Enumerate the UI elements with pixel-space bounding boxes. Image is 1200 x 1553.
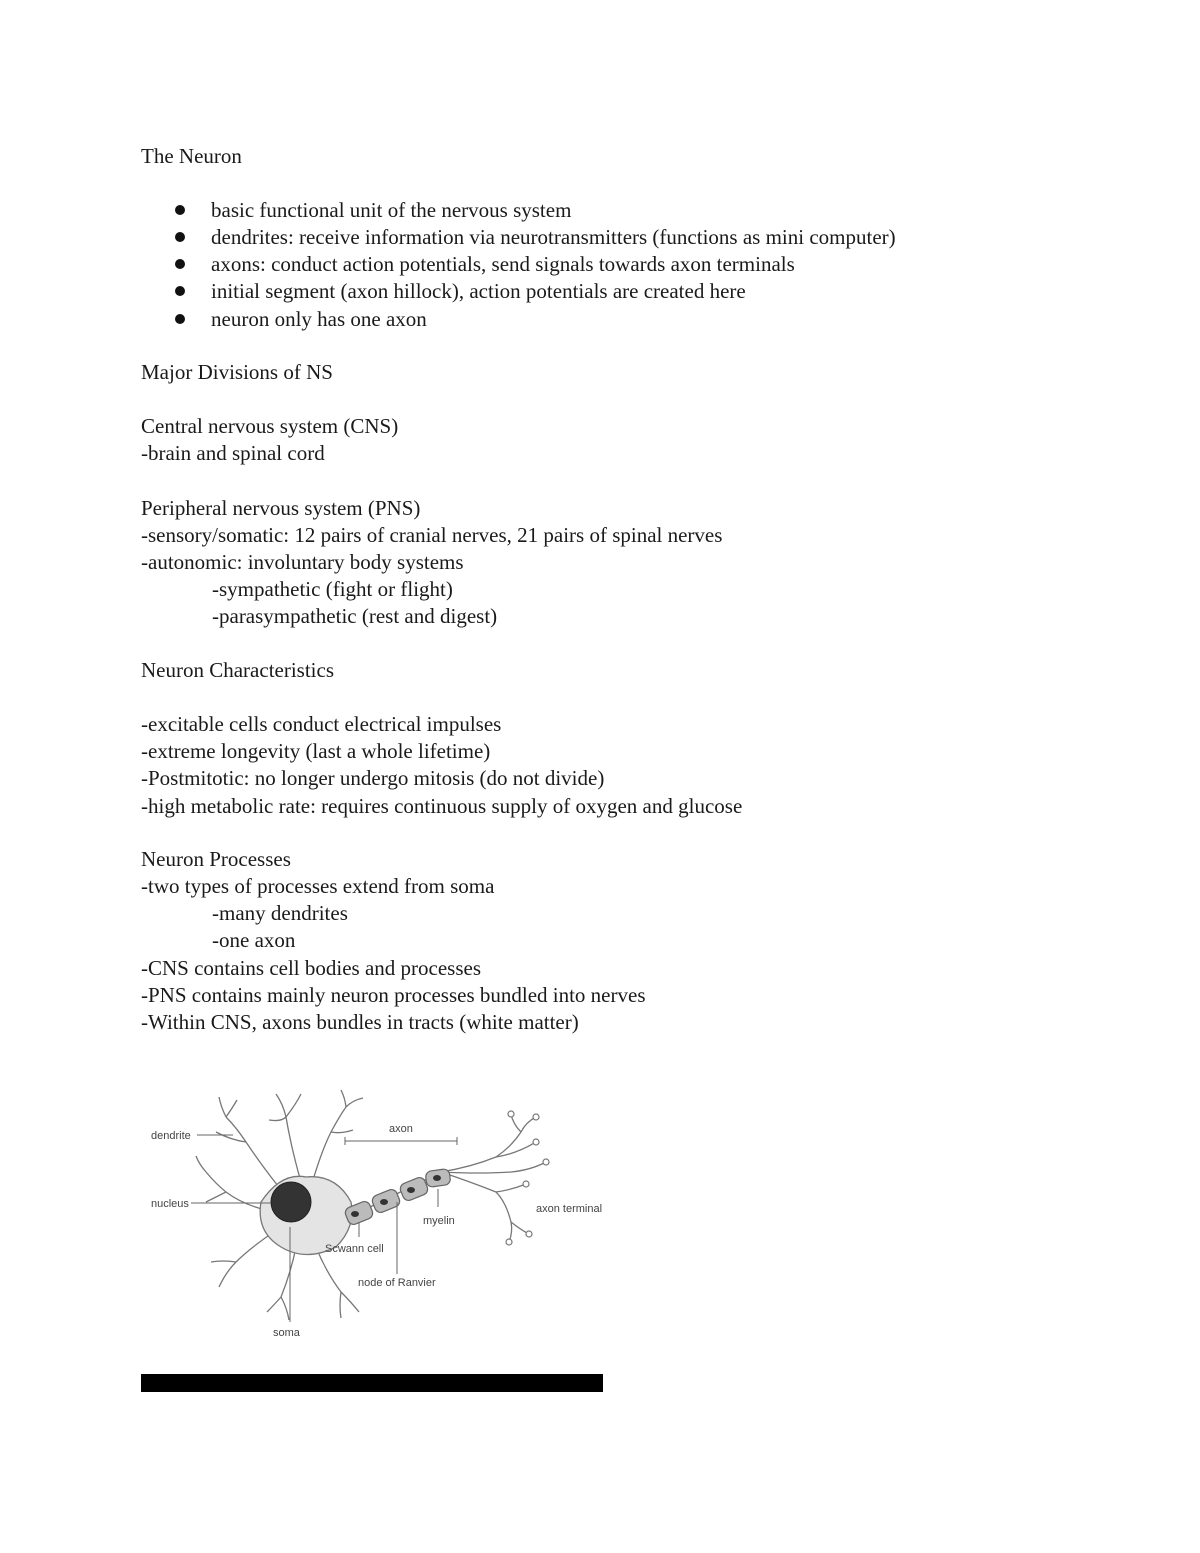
char-line: -extreme longevity (last a whole lifetime): [141, 739, 491, 763]
cns-line: -brain and spinal cord: [141, 441, 325, 465]
proc-sub-line: -many dendrites: [212, 901, 348, 925]
section-title-processes: Neuron Processes: [141, 847, 291, 871]
bullet-icon: [175, 286, 185, 296]
char-line: -excitable cells conduct electrical impulses: [141, 712, 502, 736]
diagram-label-axon-terminal: axon terminal: [536, 1203, 603, 1215]
section-title-divisions: Major Divisions of NS: [141, 360, 333, 384]
pns-title: Peripheral nervous system (PNS): [141, 496, 421, 520]
proc-sub-line: -one axon: [212, 928, 296, 952]
bullet-icon: [175, 314, 185, 324]
char-line: -Postmitotic: no longer undergo mitosis (do not divide): [141, 766, 605, 790]
pns-line: -sensory/somatic: 12 pairs of cranial nerves, 21 pairs of spinal nerves: [141, 523, 723, 547]
cns-title: Central nervous system (CNS): [141, 414, 399, 438]
neuron-diagram: [141, 1062, 611, 1352]
diagram-label-myelin: myelin: [423, 1215, 455, 1227]
bullet-item: neuron only has one axon: [211, 307, 427, 331]
bullet-item: initial segment (axon hillock), action potentials are created here: [211, 279, 746, 303]
section-title-neuron: The Neuron: [141, 144, 242, 168]
diagram-label-schwann-cell: Scwann cell: [325, 1243, 384, 1255]
redaction-bar: [141, 1374, 603, 1392]
bullet-item: basic functional unit of the nervous system: [211, 198, 572, 222]
bullet-item: dendrites: receive information via neurotransmitters (functions as mini computer): [211, 225, 896, 249]
diagram-label-dendrite: dendrite: [151, 1130, 191, 1142]
section-title-characteristics: Neuron Characteristics: [141, 658, 335, 682]
diagram-label-nucleus: nucleus: [151, 1198, 189, 1210]
proc-line: -CNS contains cell bodies and processes: [141, 956, 482, 980]
bullet-item: axons: conduct action potentials, send signals towards axon terminals: [211, 252, 795, 276]
pns-sub-line: -parasympathetic (rest and digest): [212, 604, 498, 628]
proc-line: -PNS contains mainly neuron processes bundled into nerves: [141, 983, 646, 1007]
bullet-icon: [175, 259, 185, 269]
diagram-label-axon: axon: [389, 1123, 413, 1135]
pns-sub-line: -sympathetic (fight or flight): [212, 577, 453, 601]
char-line: -high metabolic rate: requires continuous supply of oxygen and glucose: [141, 794, 743, 818]
bullet-icon: [175, 205, 185, 215]
pns-line: -autonomic: involuntary body systems: [141, 550, 464, 574]
diagram-label-node-of-ranvier: node of Ranvier: [358, 1277, 436, 1289]
proc-line: -Within CNS, axons bundles in tracts (white matter): [141, 1010, 579, 1034]
proc-line: -two types of processes extend from soma: [141, 874, 495, 898]
bullet-icon: [175, 232, 185, 242]
diagram-label-soma: soma: [273, 1327, 300, 1339]
